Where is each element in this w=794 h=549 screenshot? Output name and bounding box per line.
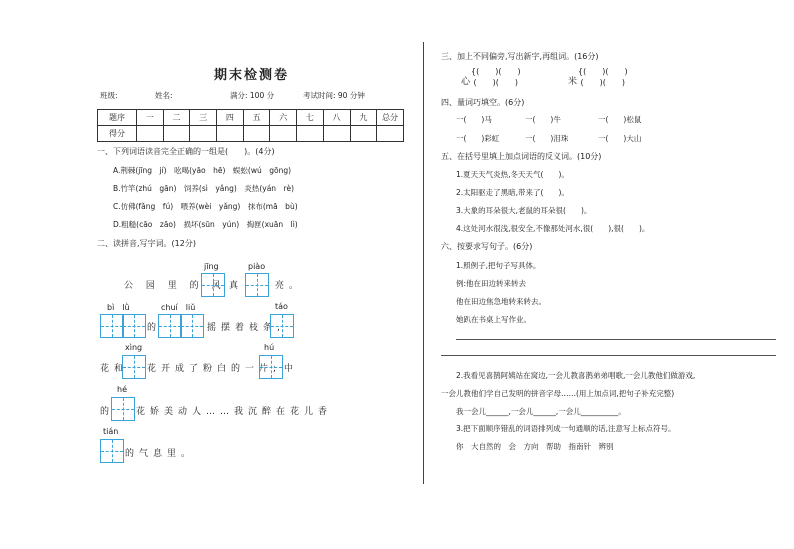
q4-item: 一( )马: [456, 115, 492, 124]
sentence-text: 的气息里。: [125, 449, 196, 459]
table-cell: 一: [137, 110, 164, 126]
score-table-header-row: [98, 110, 404, 126]
q6-sub-2-fill[interactable]: 我一会儿______,一会儿______,一会儿__________。: [456, 407, 626, 416]
q4-item: 一( )大山: [598, 134, 642, 143]
q5-item-3: 3.大象的耳朵很大,老鼠的耳朵很( )。: [456, 206, 592, 215]
table-cell: 四: [217, 110, 244, 126]
sentence-text: 真: [229, 281, 244, 291]
pinyin-label: hé: [117, 385, 127, 394]
char-box[interactable]: [111, 397, 135, 421]
pinyin-label: xìng: [125, 343, 143, 352]
q4-heading: 四、量词巧填空。(6分): [441, 98, 525, 107]
exam-time-label: 考试时间: 90 分钟: [303, 91, 365, 100]
table-cell: 题序: [98, 110, 137, 126]
sentence-text: 中: [284, 364, 299, 374]
score-cell[interactable]: [270, 126, 297, 142]
score-table-score-row: [98, 126, 404, 142]
table-cell: 三: [190, 110, 217, 126]
name-field-label: 姓名:: [155, 91, 173, 100]
score-cell[interactable]: [190, 126, 217, 142]
table-cell: 七: [297, 110, 324, 126]
q6-sub-2-cont: 一会儿教他们学自己发明的拼音字母……(用上加点词,把句子补充完整): [441, 389, 675, 398]
q5-item-1: 1.夏天天气炎热,冬天天气( )。: [456, 170, 569, 179]
sentence-text: 花和: [100, 364, 129, 374]
q1-option-a: A.荆棘(jīng jí) 吆喝(yāo hē) 蜈蚣(wú gōng): [113, 166, 292, 175]
char-box[interactable]: [180, 314, 204, 338]
answer-line[interactable]: [441, 355, 776, 356]
q1-option-b: B.竹竿(zhú gān) 饲养(sì yǎng) 炎热(yán rè): [113, 184, 294, 193]
char-box[interactable]: [259, 355, 283, 379]
sentence-text: 的: [100, 407, 115, 417]
q3-bracket-2: {( )( ) ( )( ): [578, 67, 628, 87]
sentence-text: 亮。: [275, 281, 304, 291]
char-box[interactable]: [100, 439, 124, 463]
answer-line[interactable]: [456, 339, 776, 340]
q6-heading: 六、按要求写句子。(6分): [441, 242, 533, 251]
pinyin-label: bì lǜ: [107, 303, 130, 312]
q1-heading: 一、下列词语读音完全正确的一组是( )。(4分): [97, 147, 275, 156]
score-cell[interactable]: [243, 126, 270, 142]
pinyin-label: piào: [248, 262, 266, 271]
score-cell[interactable]: [217, 126, 244, 142]
table-cell: 九: [350, 110, 377, 126]
q3-bracket-1: {( )( ) ( )( ): [471, 67, 521, 87]
q4-item: 一( )泪珠: [525, 134, 569, 143]
q6-sub-3-words: 你 大自然的 会 方向 帮助 指南针 辨别: [456, 442, 614, 451]
table-cell: 得分: [98, 126, 137, 142]
char-box[interactable]: [100, 314, 124, 338]
q1-option-c: C.仿佛(fǎng fú) 喂养(wèi yǎng) 抹布(mā bù): [113, 202, 298, 211]
char-box[interactable]: [201, 273, 225, 297]
score-cell[interactable]: [323, 126, 350, 142]
q1-option-d: D.粗糙(cāo zāo) 损坏(sūn yún) 掏匣(xuān lì): [113, 220, 298, 229]
pinyin-label: hú: [264, 343, 275, 352]
table-cell: 二: [163, 110, 190, 126]
sentence-text: 的: [147, 323, 162, 333]
q4-item: 一( )松鼠: [598, 115, 642, 124]
char-box[interactable]: [158, 314, 182, 338]
char-box[interactable]: [270, 314, 294, 338]
table-cell: 总分: [377, 110, 404, 126]
pinyin-label: tián: [103, 427, 119, 436]
class-field-label: 班级:: [100, 91, 118, 100]
score-cell[interactable]: [350, 126, 377, 142]
char-box[interactable]: [245, 273, 269, 297]
q5-item-2: 2.太阳驱走了黑暗,带来了( )。: [456, 188, 569, 197]
sentence-text: 摇摆着枝条,: [207, 323, 285, 333]
q3-char-1: 心: [461, 77, 471, 87]
q5-item-4: 4.这处河水很浅,很安全,不像那处河水,很( ),很( )。: [456, 224, 650, 233]
sentence-text: 花开成了粉白的一片;: [147, 364, 282, 374]
q2-heading: 二、读拼音,写字词。(12分): [97, 239, 196, 248]
score-cell[interactable]: [297, 126, 324, 142]
score-cell[interactable]: [377, 126, 404, 142]
q6-sub-3: 3.把下面顺序错乱的词语排列成一句通顺的话,注意写上标点符号。: [456, 424, 676, 433]
q6-example: 她趴在书桌上写作业。: [456, 315, 531, 324]
table-cell: 六: [270, 110, 297, 126]
q3-heading: 三、加上不同偏旁,写出新字,再组词。(16分): [441, 52, 599, 61]
q4-item: 一( )彩虹: [456, 134, 500, 143]
table-cell: 八: [323, 110, 350, 126]
pinyin-label: chuí liǔ: [161, 303, 196, 312]
q6-sub-2: 2.我看见喜鹊阿姨站在窝边,一会儿教喜鹊弟弟唱歌,一会儿教他们做游戏,: [456, 371, 696, 380]
sentence-text: 花娇美动人……我沉醉在花儿香: [136, 407, 333, 417]
sentence-text: 公 园 里 的 风: [124, 281, 226, 291]
q6-sub-1: 1.照例子,把句子写具体。: [456, 261, 541, 270]
full-score-label: 满分: 100 分: [230, 91, 275, 100]
q4-item: 一( )牛: [525, 115, 561, 124]
q6-example: 他在田边焦急地转来转去。: [456, 297, 546, 306]
pinyin-label: táo: [275, 302, 288, 311]
q6-example: 例:他在田边转来转去: [456, 279, 527, 288]
table-cell: 五: [243, 110, 270, 126]
score-cell[interactable]: [163, 126, 190, 142]
score-table: [97, 109, 404, 142]
page-title: 期末检测卷: [214, 68, 290, 83]
q5-heading: 五、在括号里填上加点词语的反义词。(10分): [441, 152, 602, 161]
char-box[interactable]: [122, 355, 146, 379]
pinyin-label: jīng: [204, 262, 219, 271]
column-divider: [423, 42, 424, 484]
score-cell[interactable]: [137, 126, 164, 142]
q3-char-2: 米: [568, 77, 578, 87]
char-box[interactable]: [122, 314, 146, 338]
